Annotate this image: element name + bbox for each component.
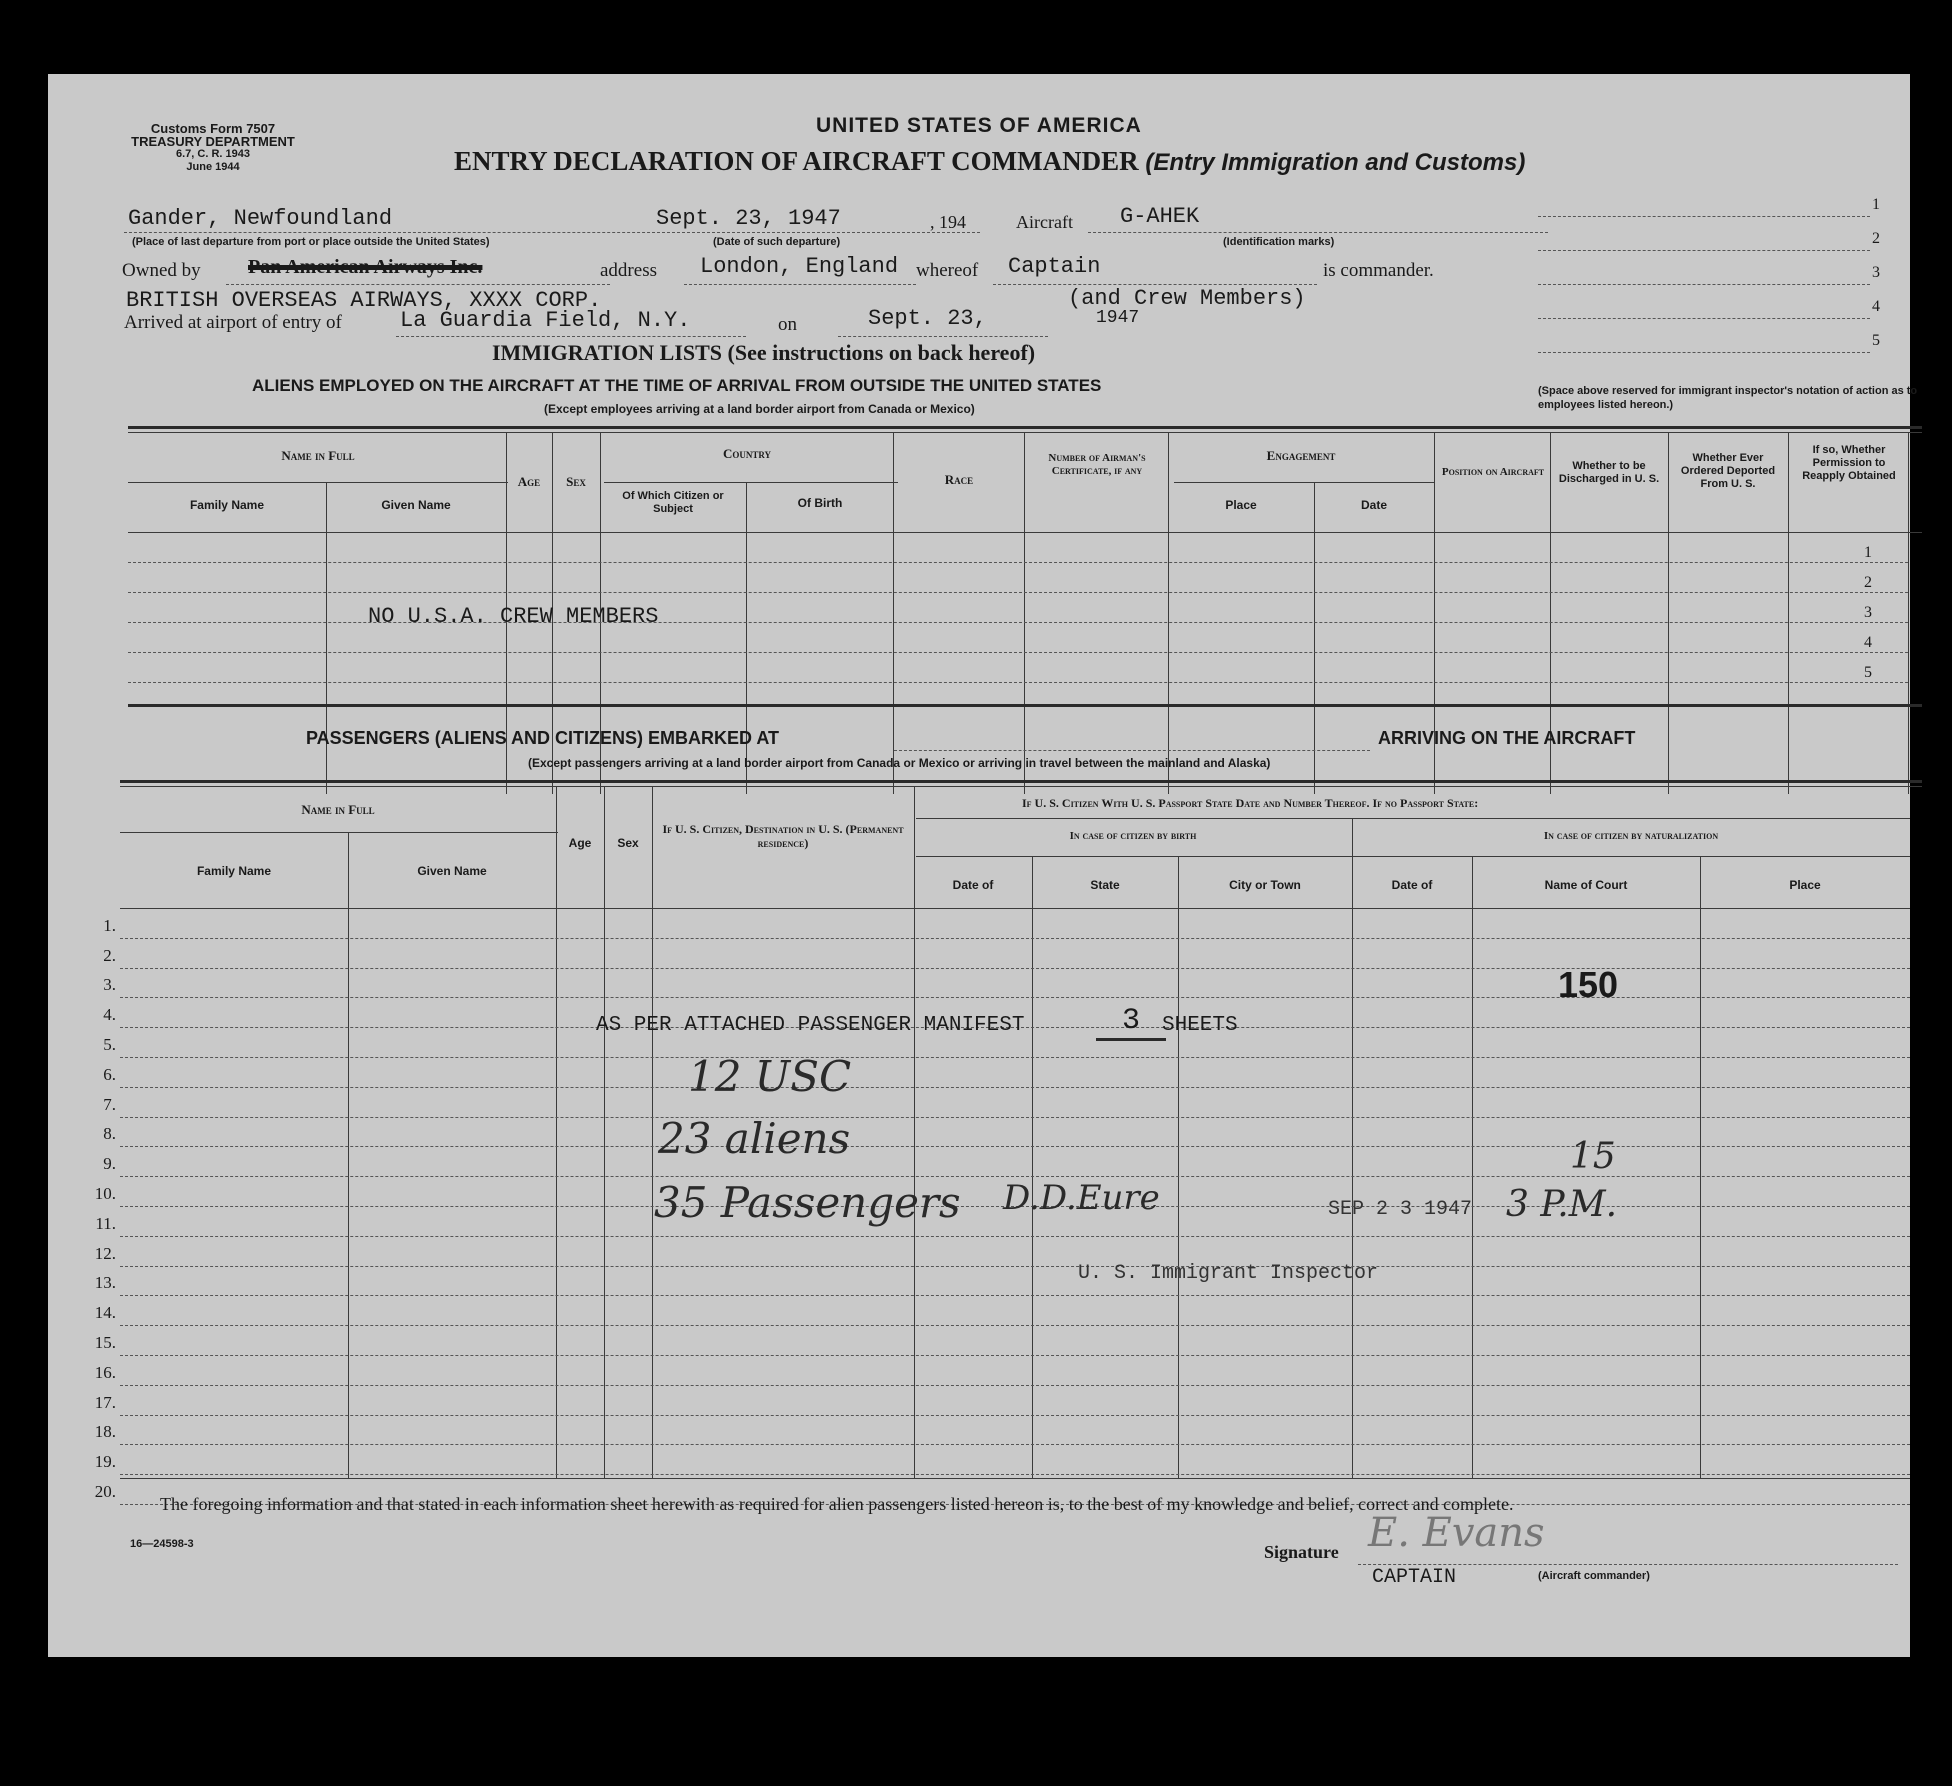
stamp-date: SEP 2 3 1947	[1328, 1198, 1473, 1221]
handwritten-time: 3 P.M.	[1506, 1184, 1618, 1225]
struck-owner: Pan American Airways Inc.	[248, 256, 483, 278]
passenger-row-number: 13.	[94, 1273, 116, 1292]
regulation: 6.7, C. R. 1943	[176, 148, 250, 160]
state-header: State	[1090, 878, 1120, 892]
immigration-note: (Except employees arriving at a land border airport from Canada or Mexico)	[544, 402, 975, 416]
form-title	[454, 146, 1525, 177]
immigration-subtitle: ALIENS EMPLOYED ON THE AIRCRAFT AT THE TIME OF ARRIVAL FROM OUTSIDE THE UNITED STATES	[252, 376, 1102, 395]
passenger-destination-header: If U. S. Citizen, Destination in U. S. (Permanent residence)	[662, 822, 904, 850]
passenger-row-number: 1.	[103, 916, 116, 935]
margin-number: 5	[1872, 332, 1880, 349]
signature-label: Signature	[1264, 1542, 1339, 1562]
birth-date-header: Date of	[952, 878, 994, 892]
crew-certificate-header: Number of Airman's Certificate, if any	[1048, 452, 1146, 477]
owner-address: London, England	[700, 254, 899, 279]
arrival-label: Arrived at airport of entry of	[124, 312, 342, 333]
passenger-row-number: 18.	[94, 1422, 116, 1441]
passenger-family-header: Family Name	[196, 864, 272, 878]
passenger-row-number: 19.	[94, 1452, 116, 1471]
is-commander-label: is commander.	[1323, 260, 1434, 281]
crew-place-header: Place	[1225, 498, 1257, 512]
crew-country-header: Country	[722, 446, 772, 461]
aircraft-label: Aircraft	[1016, 212, 1073, 232]
passenger-passport-header: If U. S. Citizen With U. S. Passport State Date and Number Thereof. If no Passport State:	[1022, 796, 1479, 810]
passenger-row-number: 5.	[103, 1035, 116, 1054]
departure-date: Sept. 23, 1947	[656, 206, 841, 231]
passenger-row-number: 4.	[103, 1005, 116, 1024]
inspector-initials: D.D.Eure	[1003, 1178, 1160, 1218]
crew-row-number: 5	[1864, 664, 1872, 681]
owned-by-label: Owned by	[122, 260, 201, 281]
passengers-title-left: PASSENGERS (ALIENS AND CITIZENS) EMBARKED AT	[306, 728, 780, 748]
passenger-row-line	[120, 1325, 1910, 1326]
passenger-row-line	[120, 1117, 1910, 1118]
form-title-sub: (Entry Immigration and Customs)	[1145, 149, 1526, 176]
inspector-stamp: U. S. Immigrant Inspector	[1078, 1262, 1379, 1285]
declaration: The foregoing information and that stated in each information sheet herewith as required for alien passengers listed hereon is, to the best of my knowledge and belief, correct and complete.	[160, 1494, 1514, 1514]
form-title-main: ENTRY DECLARATION OF AIRCRAFT COMMANDER	[454, 146, 1139, 176]
aircraft-caption: (Identification marks)	[1223, 236, 1335, 248]
commander-name: Captain	[1008, 254, 1101, 279]
passenger-row-number: 16.	[94, 1363, 116, 1382]
passenger-given-header: Given Name	[417, 864, 487, 878]
form-sheet	[48, 74, 1918, 1657]
departure-date-caption: (Date of such departure)	[713, 236, 841, 248]
crew-permission-header: If so, Whether Permission to Reapply Obtained	[1802, 444, 1896, 482]
crew-discharged-header: Whether to be Discharged in U. S.	[1558, 460, 1660, 485]
crew-race-header: Race	[944, 472, 974, 487]
crew-date-header: Date	[1360, 498, 1387, 512]
passenger-row-number: 17.	[94, 1393, 116, 1412]
handwritten-citizens: 12 USC	[688, 1052, 852, 1101]
by-naturalization-header: In case of citizen by naturalization	[1543, 830, 1719, 842]
city-header: City or Town	[1229, 878, 1301, 892]
department: TREASURY DEPARTMENT	[131, 134, 295, 149]
passenger-row-number: 7.	[103, 1095, 116, 1114]
arrival-on-label: on	[778, 314, 797, 335]
naturalization-place-header: Place	[1789, 878, 1821, 892]
country-heading: UNITED STATES OF AMERICA	[816, 114, 1142, 137]
passenger-name-header: Name in Full	[301, 802, 375, 817]
handwritten-aliens: 23 aliens	[658, 1114, 851, 1163]
crew-engagement-header: Engagement	[1266, 448, 1336, 463]
stamp-number: 150	[1558, 964, 1619, 1005]
passenger-row-line	[120, 1385, 1910, 1386]
manifest-text: AS PER ATTACHED PASSENGER MANIFEST	[596, 1014, 1025, 1037]
inspector-note: (Space above reserved for immigrant inspector's notation of action as to employees listed hereon.)	[1538, 385, 1918, 411]
passenger-row-number: 9.	[103, 1154, 116, 1173]
passengers-title-right: ARRIVING ON THE AIRCRAFT	[1378, 728, 1636, 748]
crew-row-number: 3	[1864, 604, 1872, 621]
crew-citizen-header: Of Which Citizen or Subject	[622, 490, 724, 515]
handwritten-passengers: 35 Passengers	[654, 1178, 961, 1227]
crew-family-header: Family Name	[189, 498, 265, 512]
crew-given-header: Given Name	[381, 498, 451, 512]
margin-number: 3	[1872, 264, 1880, 281]
form-number: Customs Form 7507	[150, 121, 276, 136]
address-label: address	[600, 260, 657, 281]
passenger-row-number: 6.	[103, 1065, 116, 1084]
passenger-row-number: 12.	[94, 1244, 116, 1263]
passenger-row-line	[120, 1176, 1910, 1177]
passenger-row-line	[120, 1236, 1910, 1237]
arrival-year: 1947	[1096, 308, 1140, 328]
passenger-row-number: 2.	[103, 946, 116, 965]
passenger-row-line	[120, 1295, 1910, 1296]
handwritten-fifteen: 15	[1570, 1136, 1616, 1177]
passenger-row-number: 11.	[95, 1214, 116, 1233]
crew-entry: NO U.S.A. CREW MEMBERS	[368, 604, 659, 629]
crew-row-number: 1	[1864, 544, 1872, 561]
crew-row-number: 2	[1864, 574, 1872, 591]
passenger-row-line	[120, 1146, 1910, 1147]
crew-deported-header: Whether Ever Ordered Deported From U. S.	[1680, 452, 1776, 490]
form-id-block	[108, 122, 318, 174]
passengers-note: (Except passengers arriving at a land border airport from Canada or Mexico or arriving in travel between the mainland and Alaska)	[528, 756, 1271, 770]
by-birth-header: In case of citizen by birth	[1069, 830, 1197, 842]
passenger-sex-header: Sex	[617, 836, 639, 850]
crew-name-header: Name in Full	[281, 448, 355, 463]
crew-age-header: Age	[517, 474, 541, 489]
crew-note: (and Crew Members)	[1068, 286, 1306, 311]
crew-birth-header: Of Birth	[797, 496, 843, 510]
naturalization-date-header: Date of	[1391, 878, 1433, 892]
departure-place: Gander, Newfoundland	[128, 206, 393, 231]
arrival-airport: La Guardia Field, N.Y.	[400, 308, 691, 333]
passenger-row-line	[120, 1266, 1910, 1267]
whereof-label: whereof	[916, 260, 979, 281]
immigration-title: IMMIGRATION LISTS (See instructions on back hereof)	[492, 340, 1036, 365]
passenger-row-number: 8.	[103, 1124, 116, 1143]
passenger-row-number: 14.	[94, 1303, 116, 1322]
captain-title: CAPTAIN	[1372, 1566, 1457, 1589]
passenger-row-number: 15.	[94, 1333, 116, 1352]
passenger-row-line	[120, 1444, 1910, 1445]
passenger-row-line	[120, 1057, 1910, 1058]
form-code: 16—24598-3	[130, 1538, 194, 1550]
passenger-row-line	[120, 968, 1910, 969]
manifest-unit: SHEETS	[1162, 1014, 1238, 1037]
passenger-row-line	[120, 997, 1910, 998]
passenger-age-header: Age	[568, 836, 592, 850]
margin-number: 4	[1872, 298, 1880, 315]
court-header: Name of Court	[1544, 878, 1628, 892]
arrival-date: Sept. 23,	[868, 306, 987, 331]
passenger-row-line	[120, 1355, 1910, 1356]
year-prefix: , 194	[930, 212, 966, 232]
departure-place-caption: (Place of last departure from port or place outside the United States)	[132, 236, 490, 248]
passenger-row-line	[120, 1087, 1910, 1088]
owner-name: BRITISH OVERSEAS AIRWAYS, XXXX CORP.	[126, 288, 602, 313]
passenger-row-line	[120, 1415, 1910, 1416]
passenger-row-number: 20.	[94, 1482, 116, 1501]
signature: E. Evans	[1368, 1510, 1545, 1556]
signature-caption: (Aircraft commander)	[1538, 1570, 1650, 1582]
passenger-row-line	[120, 1474, 1910, 1475]
crew-row-number: 4	[1864, 634, 1872, 651]
passenger-row-line	[120, 938, 1910, 939]
passenger-row-number: 10.	[94, 1184, 116, 1203]
aircraft-id: G-AHEK	[1120, 204, 1200, 229]
form-date: June 1944	[186, 161, 240, 173]
passenger-row-number: 3.	[103, 975, 116, 994]
manifest-count: 3	[1096, 1004, 1166, 1041]
margin-number: 1	[1872, 196, 1880, 213]
crew-position-header: Position on Aircraft	[1441, 466, 1545, 478]
margin-number: 2	[1872, 230, 1880, 247]
crew-sex-header: Sex	[566, 474, 586, 489]
